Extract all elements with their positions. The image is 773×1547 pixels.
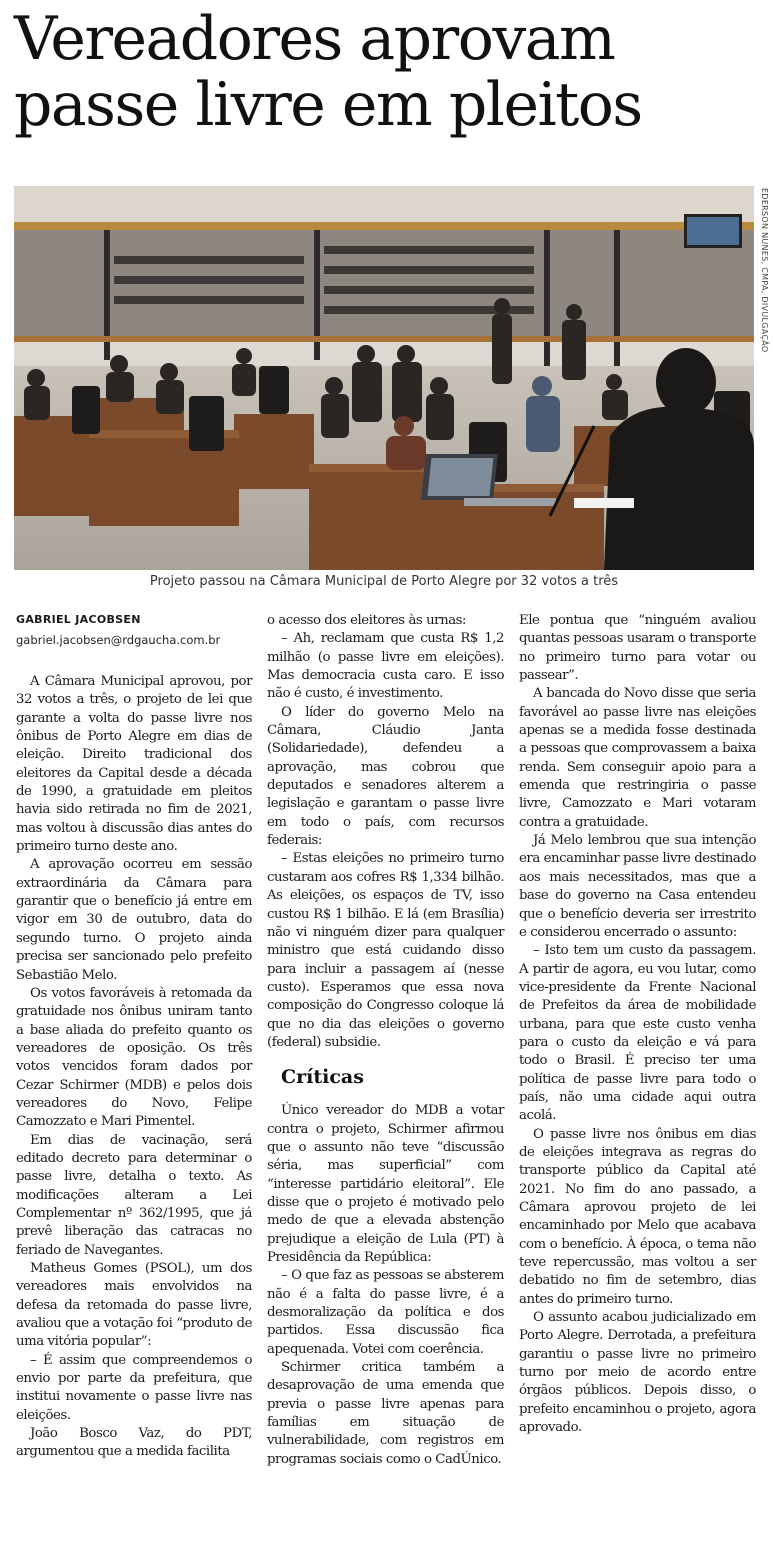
photo-caption: Projeto passou na Câmara Municipal de Porto Alegre por 32 votos a três xyxy=(149,574,619,589)
photo-credit: EDERSON NUNES, CMPA, DIVULGAÇÃO xyxy=(760,188,769,353)
paragraph: Ele pontua que “ninguém avaliou quantas pessoas usaram o transporte no primeiro turno para votar ou passear”. xyxy=(519,613,756,684)
paragraph: O passe livre nos ônibus em dias de eleições integrava as regras do transporte público da Capital até 2021. No fim do ano passado, a Câmara aprovou projeto de lei encaminhado por Melo que acabava com o benefício. À época, o tema não teve repercussão, mas voltou a ser debatido no fim de setembro, dias antes do primeiro turno. xyxy=(519,1126,756,1307)
paragraph: – É assim que compreendemos o envio por parte da prefeitura, que institui novamente o passe livre nas eleições. xyxy=(16,1352,252,1423)
paragraph: A Câmara Municipal aprovou, por 32 votos a três, o projeto de lei que garante a volta do passe livre nos ônibus de Porto Alegre em dias de eleição. Direito tradicional dos eleitores da Capital desde a década de 1990, a gratuidade em pleitos havia sido retirada no fim de 2021, mas voltou à discussão dias antes do primeiro turno deste ano. xyxy=(16,674,252,855)
column-1 xyxy=(16,612,252,1462)
paragraph: Matheus Gomes (PSOL), um dos vereadores mais envolvidos na defesa da retomada do passe livre, avaliou que a votação foi “produto de uma vitória popular”: xyxy=(16,1261,252,1350)
paragraph: Os votos favoráveis à retomada da gratuidade nos ônibus uniram tanto a base aliada do prefeito quanto os vereadores de oposição. Os três votos vencidos foram dados por Cezar Schirmer (MDB) e pelos dois vereadores do Novo, Felipe Camozzato e Mari Pimentel. xyxy=(16,985,252,1130)
headline: Vereadores aprovam passe livre em pleitos xyxy=(14,4,642,140)
chamber-session-photo xyxy=(14,186,754,570)
author-byline: GABRIEL JACOBSEN xyxy=(16,613,141,626)
paragraph: o acesso dos eleitores às urnas: xyxy=(267,613,467,628)
paragraph: – Estas eleições no primeiro turno custaram aos cofres R$ 1,334 bilhão. As eleições, os espaços de TV, isso custou R$ 1 bilhão. E lá (em Brasília) não vi ninguém dizer para qualquer ministro que está cuidando disso para incluir a passagem aí (nesse custo). Esperamos que essa nova composição do Congresso coloque lá que no dia das eleições o governo (federal) subsidie. xyxy=(267,851,504,1050)
paragraph: Já Melo lembrou que sua intenção era encaminhar passe livre destinado aos mais necessitados, mas que a base do governo na Casa entendeu que o benefício deveria ser irrestrito e considerou encerrado o assunto: xyxy=(519,833,756,940)
column-2 xyxy=(267,612,504,1469)
author-email: gabriel.jacobsen@rdgaucha.com.br xyxy=(16,633,221,647)
paragraph: – O que faz as pessoas se absterem não é a falta do passe livre, é a desmoralização da política e dos partidos. Essa discussão fica apequenada. Votei com coerência. xyxy=(267,1268,504,1357)
column-3 xyxy=(519,612,756,1437)
paragraph: Em dias de vacinação, será editado decreto para determinar o passe livre, detalha o texto. As modificações alteram a Lei Complementar nº 362/1995, que já prevê liberação das catracas no feriado de Navegantes. xyxy=(16,1132,252,1258)
paragraph: João Bosco Vaz, do PDT, argumentou que a medida facilita xyxy=(16,1426,252,1460)
paragraph: A bancada do Novo disse que seria favorável ao passe livre nas eleições apenas se a medida fosse destinada a pessoas que comprovassem a baixa renda. Sem conseguir apoio para a emenda que restringiria o passe livre, Camozzato e Mari votaram contra a gratuidade. xyxy=(519,686,756,830)
paragraph: A aprovação ocorreu em sessão extraordinária da Câmara para garantir que o benefício já entre em vigor em 30 de outubro, data do segundo turno. O projeto ainda precisa ser sancionado pelo prefeito Sebastião Melo. xyxy=(16,857,252,983)
paragraph: – Ah, reclamam que custa R$ 1,2 milhão (o passe livre em eleições). Mas democracia custa caro. E isso não é custo, é investimento. xyxy=(267,631,504,702)
paragraph: O líder do governo Melo na Câmara, Cláudio Janta (Solidariedade), defendeu a aprovação, mas cobrou que deputados e senadores alterem a legislação e garantam o passe livre em todo o país, com recursos federais: xyxy=(267,704,504,849)
paragraph: Schirmer critica também a desaprovação de uma emenda que previa o passe livre apenas para famílias em situação de vulnerabilidade, com registros em programas sociais como o CadÚnico. xyxy=(267,1360,504,1467)
paragraph: Único vereador do MDB a votar contra o projeto, Schirmer afirmou que o assunto não teve “discussão séria, mas superficial” com “interesse partidário eleitoral”. Ele disse que o projeto é motivado pelo medo de que a elevada abstenção prejudique a eleição de Lula (PT) à Presidência da República: xyxy=(267,1103,504,1265)
subheading-criticas: Críticas xyxy=(281,1066,364,1089)
paragraph: O assunto acabou judicializado em Porto Alegre. Derrotada, a prefeitura garantiu o passe livre no primeiro turno por meio de acordo entre órgãos públicos. Depois disso, o prefeito encaminhou o projeto, agora aprovado. xyxy=(519,1310,756,1436)
paragraph: – Isto tem um custo da passagem. A partir de agora, eu vou lutar, como vice-presidente da Frente Nacional de Prefeitos da área de mobilidade urbana, para que este custo venha para o custo da eleição e vá para todo o Brasil. É preciso ter uma política de passe livre para todo o país, não uma cidade aqui outra acolá. xyxy=(519,943,756,1124)
